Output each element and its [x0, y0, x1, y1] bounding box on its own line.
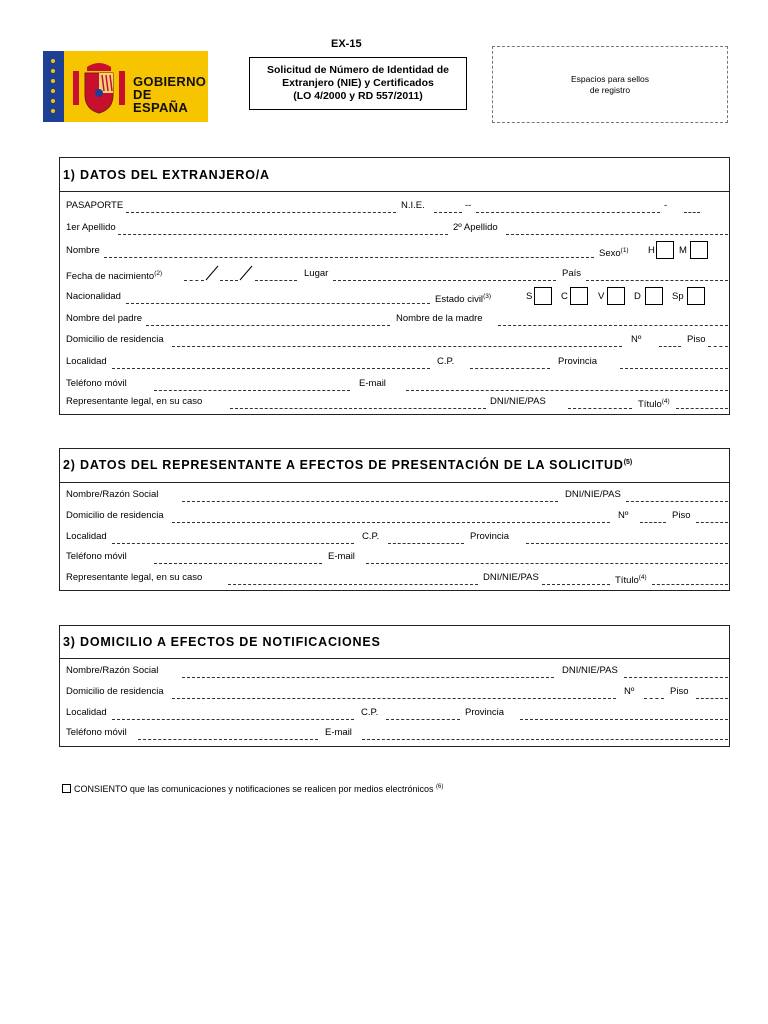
field-apellido2[interactable]: [506, 234, 728, 235]
field-dni[interactable]: [626, 501, 728, 502]
label-email: E-mail: [325, 727, 352, 738]
nie-separator-1: --: [465, 200, 472, 211]
label-domicilio: Domicilio de residencia: [66, 510, 164, 521]
field-madre[interactable]: [498, 325, 728, 326]
field-localidad[interactable]: [112, 719, 354, 720]
stamp-area: [492, 46, 728, 123]
section1-title: 1) DATOS DEL EXTRANJERO/A: [63, 168, 270, 182]
label-provincia: Provincia: [558, 356, 598, 367]
field-email[interactable]: [366, 563, 728, 564]
consent-row: [62, 784, 443, 794]
label-numero: Nº: [631, 334, 642, 345]
label-sexo: Sexo$^{(1)}$: [599, 247, 629, 260]
logo-line1: GOBIERNO: [133, 74, 207, 89]
label-lugar: Lugar: [304, 268, 329, 279]
field-pais[interactable]: [586, 280, 728, 281]
logo-line2: DE ESPAÑA: [133, 87, 189, 115]
field-nie-control[interactable]: [684, 212, 700, 213]
label-cp: C.P.: [362, 531, 380, 542]
label-estado-d: D: [634, 291, 641, 302]
section2-title: 2) DATOS DEL REPRESENTANTE A EFECTOS DE PRESENTACIÓN DE LA SOLICITUD$^{(5)}$: [63, 458, 633, 472]
form-title-box: [249, 57, 467, 110]
label-sexo-m: M: [679, 245, 687, 256]
field-domicilio[interactable]: [172, 522, 610, 523]
field-cp[interactable]: [388, 543, 464, 544]
label-nombre-razon: Nombre/Razón Social: [66, 489, 159, 500]
section-domicilio-notificaciones: [59, 625, 730, 747]
label-dni: DNI/NIE/PAS: [562, 665, 618, 676]
label-numero: Nº: [618, 510, 629, 521]
label-estado-s: S: [526, 291, 533, 302]
label-padre: Nombre del padre: [66, 313, 143, 324]
label-piso: Piso: [672, 510, 691, 521]
label-representante: Representante legal, en su caso: [66, 396, 203, 407]
form-title: Solicitud de Número de Identidad de Extranjero (NIE) y Certificados (LO 4/2000 y RD 557/2011): [266, 64, 450, 102]
label-piso: Piso: [687, 334, 706, 345]
field-nie-number[interactable]: [476, 212, 660, 213]
label-pais: País: [562, 268, 582, 279]
field-piso[interactable]: [708, 346, 728, 347]
checkbox-estado-v[interactable]: [607, 287, 625, 305]
field-provincia[interactable]: [620, 368, 728, 369]
checkbox-estado-sp[interactable]: [687, 287, 705, 305]
label-sexo-h: H: [648, 245, 655, 256]
field-dni-2[interactable]: [542, 584, 610, 585]
field-localidad[interactable]: [112, 368, 430, 369]
label-telefono: Teléfono móvil: [66, 727, 127, 738]
label-cp: C.P.: [361, 707, 379, 718]
field-representante[interactable]: [230, 408, 486, 409]
label-titulo: Título$^{(4)}$: [615, 574, 647, 587]
label-email: E-mail: [328, 551, 355, 562]
checkbox-estado-d[interactable]: [645, 287, 663, 305]
checkbox-sexo-h[interactable]: [656, 241, 674, 259]
field-padre[interactable]: [146, 325, 390, 326]
label-pasaporte: PASAPORTE: [66, 200, 124, 211]
field-lugar[interactable]: [333, 280, 556, 281]
field-nombre-razon[interactable]: [182, 501, 558, 502]
label-numero: Nº: [624, 686, 635, 697]
label-localidad: Localidad: [66, 356, 107, 367]
field-cp[interactable]: [470, 368, 550, 369]
label-dni: DNI/NIE/PAS: [565, 489, 621, 500]
field-piso[interactable]: [696, 522, 728, 523]
section3-title: 3) DOMICILIO A EFECTOS DE NOTIFICACIONES: [63, 635, 381, 649]
form-code: EX-15: [331, 38, 362, 50]
field-nacionalidad[interactable]: [126, 303, 430, 304]
section-datos-representante: [59, 448, 730, 591]
checkbox-estado-s[interactable]: [534, 287, 552, 305]
label-nombre-razon: Nombre/Razón Social: [66, 665, 159, 676]
field-dni[interactable]: [624, 677, 728, 678]
label-nie: N.I.E.: [401, 200, 425, 211]
label-provincia: Provincia: [465, 707, 505, 718]
label-localidad: Localidad: [66, 531, 107, 542]
label-domicilio: Domicilio de residencia: [66, 334, 164, 345]
consent-note: (6): [436, 784, 444, 790]
field-nombre[interactable]: [104, 257, 594, 258]
label-estado-civil: Estado civil$^{(3)}$: [435, 293, 492, 306]
label-domicilio: Domicilio de residencia: [66, 686, 164, 697]
label-localidad: Localidad: [66, 707, 107, 718]
field-domicilio[interactable]: [172, 346, 622, 347]
label-nacionalidad: Nacionalidad: [66, 291, 121, 302]
label-fecha-nacimiento: Fecha de nacimiento$^{(2)}$: [66, 270, 163, 283]
field-numero[interactable]: [644, 698, 664, 699]
label-dni: DNI/NIE/PAS: [490, 396, 546, 407]
field-apellido1[interactable]: [118, 234, 448, 235]
field-provincia[interactable]: [526, 543, 728, 544]
field-representante[interactable]: [228, 584, 478, 585]
field-pasaporte[interactable]: [126, 212, 396, 213]
eu-flag-icon: [43, 51, 64, 122]
stamp-area-label: Espacios para sellos de registro: [571, 73, 649, 95]
section-datos-extranjero: [59, 157, 730, 415]
checkbox-sexo-m[interactable]: [690, 241, 708, 259]
field-fecha-mes[interactable]: [220, 280, 238, 281]
field-numero[interactable]: [640, 522, 666, 523]
field-telefono[interactable]: [138, 739, 318, 740]
field-titulo[interactable]: [652, 584, 728, 585]
label-cp: C.P.: [437, 356, 455, 367]
gobierno-logo: [43, 51, 208, 122]
field-telefono[interactable]: [154, 563, 322, 564]
field-email[interactable]: [406, 390, 728, 391]
label-madre: Nombre de la madre: [396, 313, 483, 324]
consent-checkbox[interactable]: [62, 784, 71, 793]
label-telefono: Teléfono móvil: [66, 551, 127, 562]
label-titulo: Título$^{(4)}$: [638, 398, 670, 411]
field-nombre-razon[interactable]: [182, 677, 554, 678]
label-apellido2: 2º Apellido: [453, 222, 498, 233]
field-telefono[interactable]: [154, 390, 350, 391]
label-estado-v: V: [598, 291, 605, 302]
label-apellido1: 1er Apellido: [66, 222, 116, 233]
label-dni-2: DNI/NIE/PAS: [483, 572, 539, 583]
consent-text: CONSIENTO que las comunicaciones y notificaciones se realicen por medios electrónicos: [74, 784, 434, 794]
checkbox-estado-c[interactable]: [570, 287, 588, 305]
coat-of-arms-icon: [69, 57, 129, 117]
field-domicilio[interactable]: [172, 698, 616, 699]
label-representante: Representante legal, en su caso: [66, 572, 203, 583]
field-titulo[interactable]: [676, 408, 728, 409]
date-slash-icon: [204, 265, 220, 281]
field-provincia[interactable]: [520, 719, 728, 720]
date-slash-icon: [238, 265, 254, 281]
label-telefono: Teléfono móvil: [66, 378, 127, 389]
field-localidad[interactable]: [112, 543, 354, 544]
field-numero[interactable]: [659, 346, 681, 347]
field-fecha-dia[interactable]: [184, 280, 204, 281]
field-piso[interactable]: [696, 698, 728, 699]
label-email: E-mail: [359, 378, 386, 389]
field-dni[interactable]: [568, 408, 632, 409]
label-nombre: Nombre: [66, 245, 100, 256]
label-estado-c: C: [561, 291, 568, 302]
field-fecha-anio[interactable]: [255, 280, 297, 281]
label-provincia: Provincia: [470, 531, 510, 542]
field-nie-letter[interactable]: [434, 212, 462, 213]
field-email[interactable]: [362, 739, 728, 740]
label-estado-sp: Sp: [672, 291, 684, 302]
field-cp[interactable]: [386, 719, 460, 720]
label-piso: Piso: [670, 686, 689, 697]
nie-separator-2: -: [664, 200, 668, 211]
